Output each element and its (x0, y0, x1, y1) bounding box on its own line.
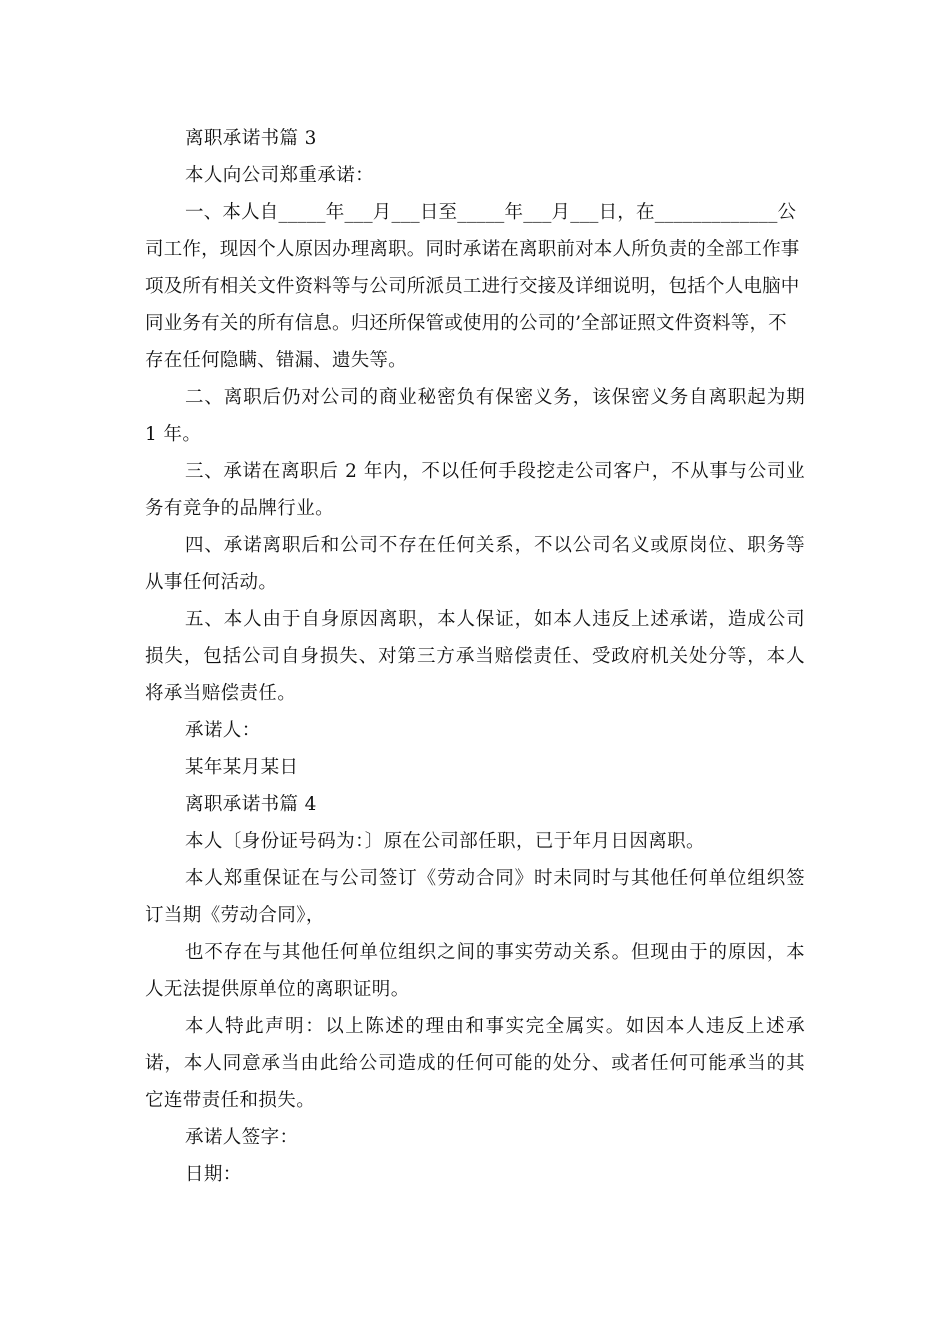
clause-3: 三、承诺在离职后 2 年内，不以任何手段挖走公司客户，不从事与公司业务有竞争的品牌行业。 (145, 461, 805, 519)
statement-contract: 本人郑重保证在与公司签订《劳动合同》时未同时与其他任何单位组织签订当期《劳动合同》， (145, 868, 805, 926)
section-heading-3: 离职承诺书篇 3 (185, 128, 317, 149)
clause-5: 五、本人由于自身原因离职，本人保证，如本人违反上述承诺，造成公司损失，包括公司自身损失、对第三方承当赔偿责任、受政府机关处分等，本人将承当赔偿责任。 (145, 609, 805, 704)
signer-signature-label: 承诺人签字： (185, 1127, 299, 1148)
clause-1: 一、本人自_____年___月___日至_____年___月___日，在_____________公司工作，现因个人原因办理离职。同时承诺在离职前对本人所负责的全部工作事项及所有相关文件资料等与公司所派员工进行交接及详细说明，包括个人电脑中同业务有关的所有信息。归还所保管或使用的公司的’全部证照文件资料等，不存在任何隐瞒、错漏、遗失等。 (145, 202, 800, 371)
date-placeholder: 某年某月某日 (185, 757, 299, 778)
statement-declaration: 本人特此声明：以上陈述的理由和事实完全属实。如因本人违反上述承诺，本人同意承当由此给公司造成的任何可能的处分、或者任何可能承当的其它连带责任和损失。 (145, 1016, 805, 1111)
commitment-intro: 本人向公司郑重承诺： (185, 165, 375, 186)
clause-4: 四、承诺离职后和公司不存在任何关系，不以公司名义或原岗位、职务等从事任何活动。 (145, 535, 805, 593)
section-heading-4: 离职承诺书篇 4 (185, 794, 317, 815)
signer-label: 承诺人： (185, 720, 261, 741)
date-label: 日期： (185, 1164, 242, 1185)
clause-2: 二、离职后仍对公司的商业秘密负有保密义务，该保密义务自离职起为期 1 年。 (145, 387, 805, 445)
document-page (145, 120, 805, 1193)
statement-relationship: 也不存在与其他任何单位组织之间的事实劳动关系。但现由于的原因，本人无法提供原单位的离职证明。 (145, 942, 805, 1000)
statement-identity: 本人〔身份证号码为：〕原在公司部任职，已于年月日因离职。 (185, 831, 705, 852)
